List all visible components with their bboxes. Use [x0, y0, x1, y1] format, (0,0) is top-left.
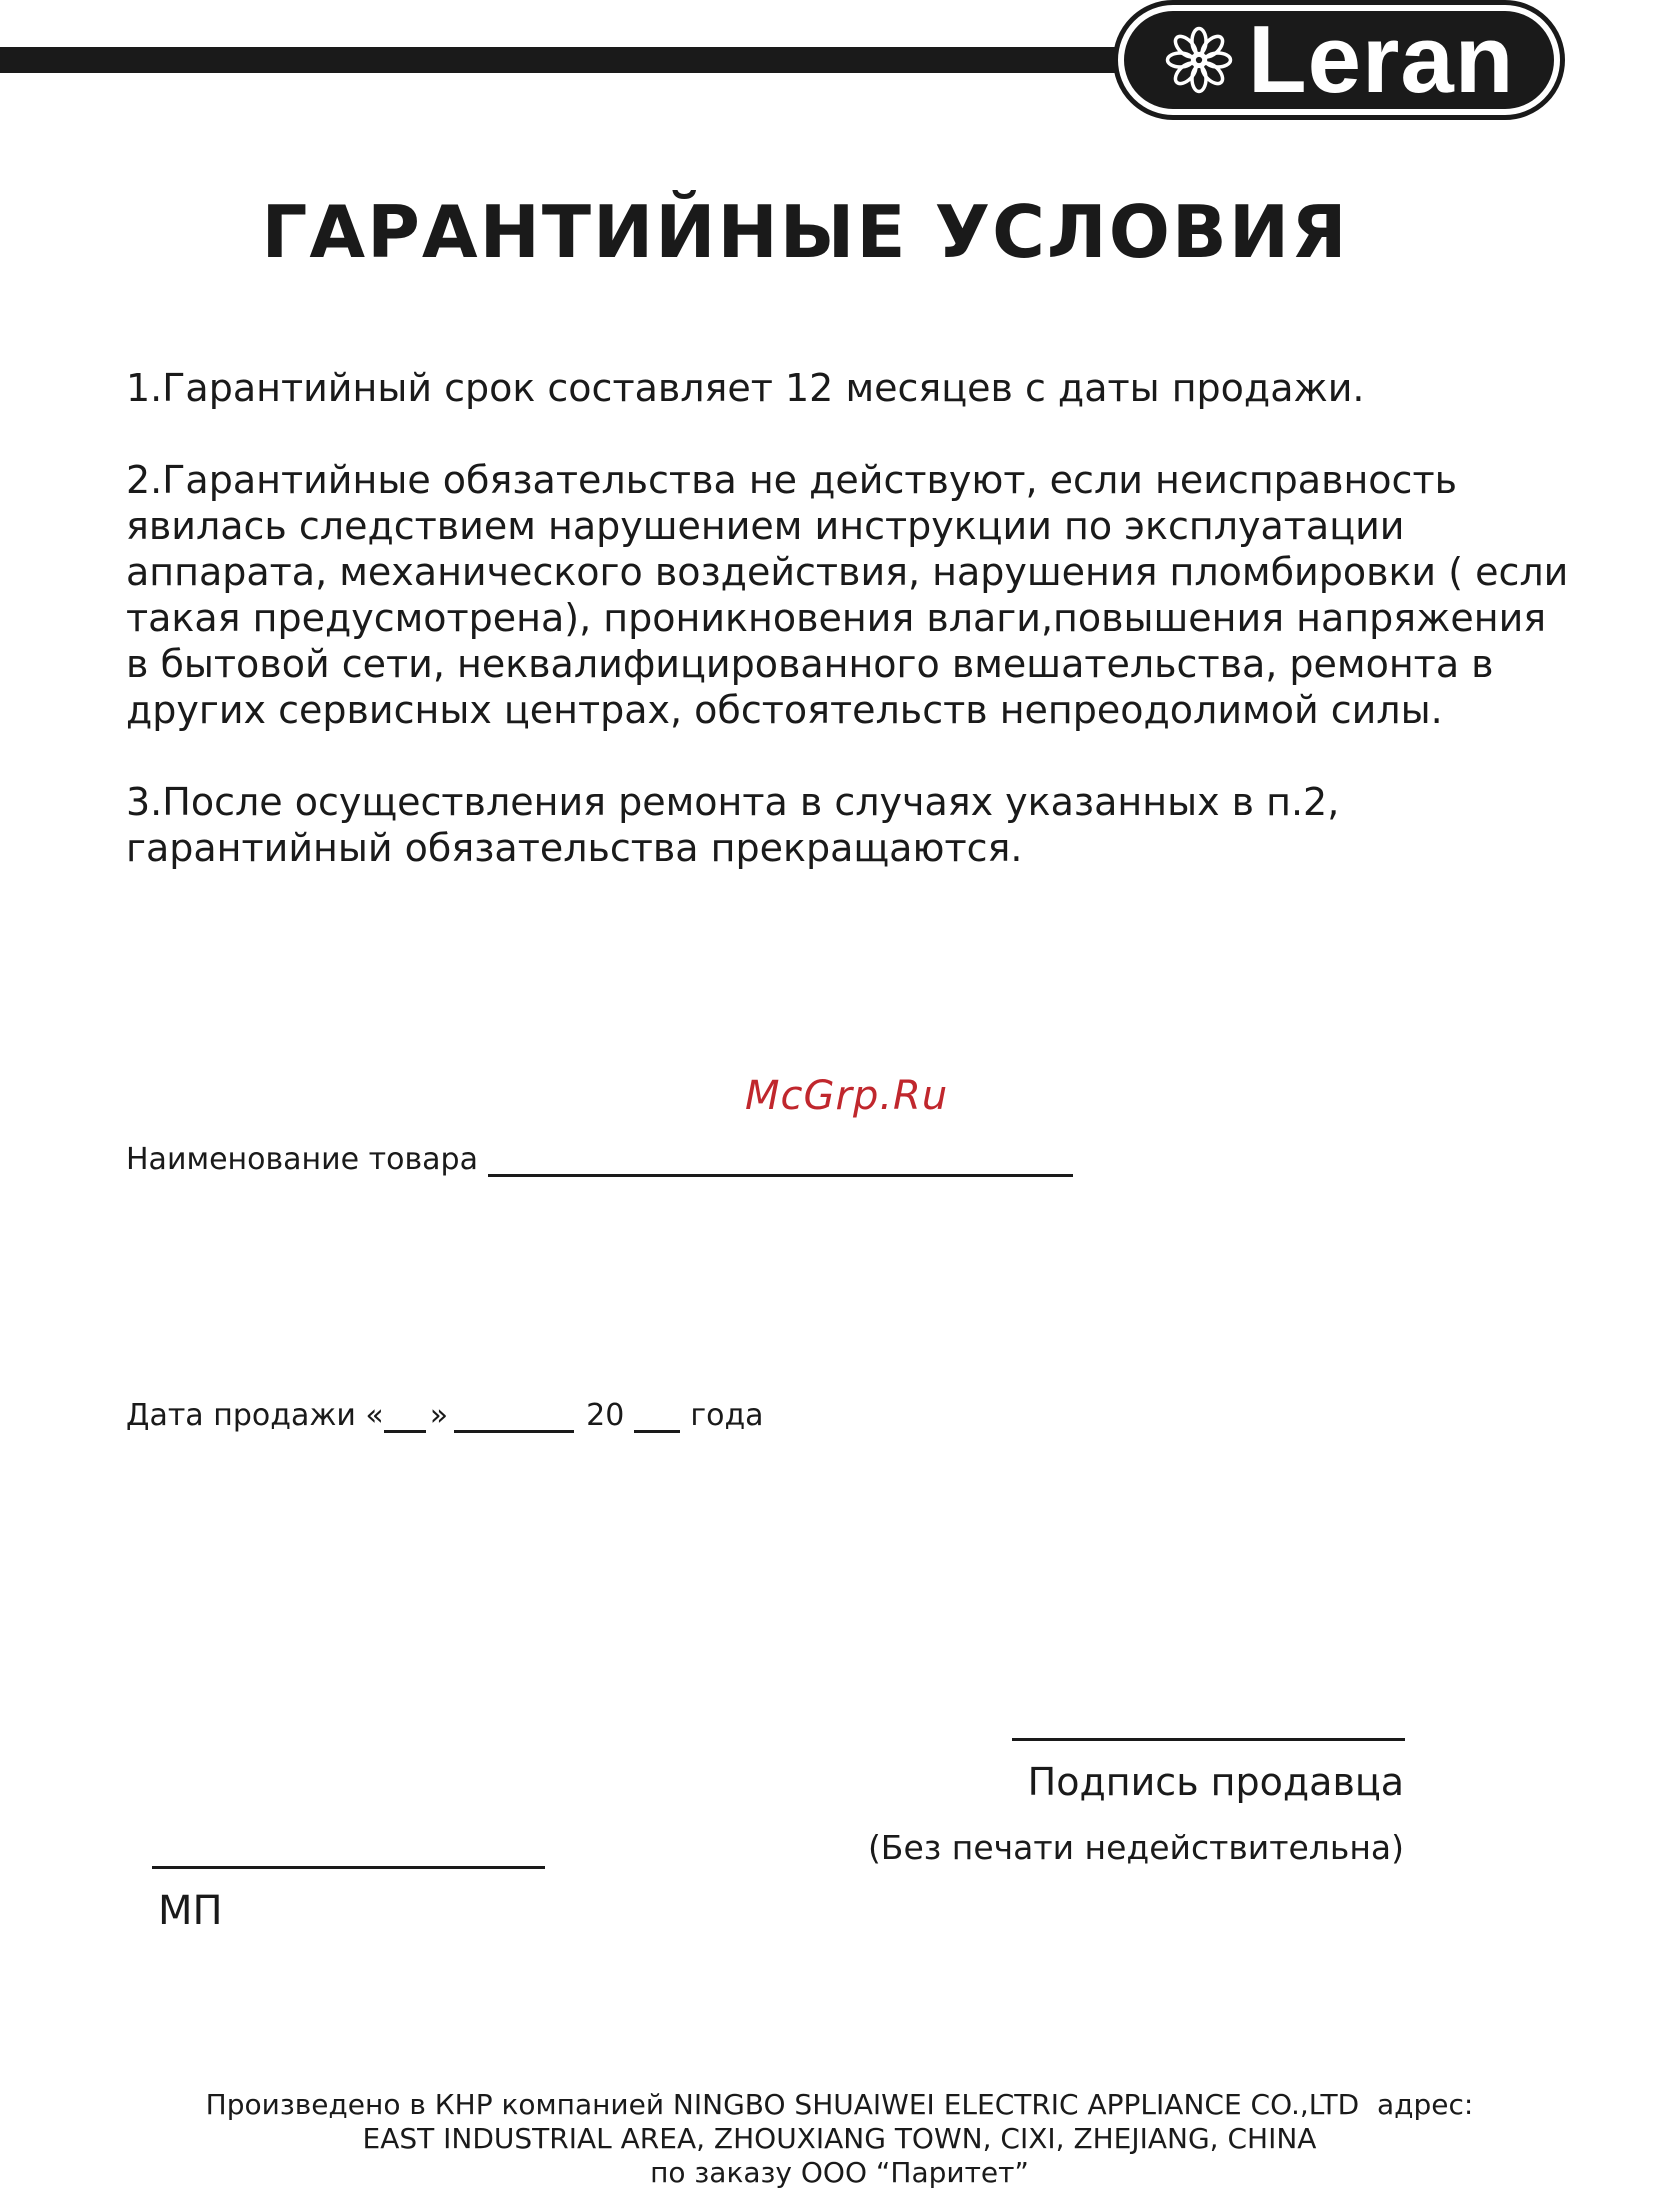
- sale-date-year-prefix: 20: [586, 1398, 625, 1433]
- term-item-3: 3.После осуществления ремонта в случаях указанных в п.2, гарантийный обязательства прекращаются.: [126, 780, 1340, 870]
- manufacturer-footer: [0, 2088, 1679, 2190]
- term-item-1: 1.Гарантийный срок составляет 12 месяцев с даты продажи.: [126, 366, 1365, 410]
- header-bar: [0, 47, 1130, 73]
- sale-date-label: Дата продажи «: [126, 1398, 384, 1433]
- stamp-label: МП: [158, 1888, 223, 1934]
- sale-date-field: [126, 1398, 764, 1433]
- product-name-label: Наименование товара: [126, 1142, 478, 1177]
- sale-month-blank[interactable]: [454, 1400, 574, 1433]
- sale-date-year-suffix: года: [690, 1398, 764, 1433]
- sale-day-blank[interactable]: [384, 1400, 426, 1433]
- flower-icon: [1164, 25, 1234, 95]
- page-title: ГАРАНТИЙНЫЕ УСЛОВИЯ: [261, 190, 1349, 274]
- brand-logo-inner: [1124, 6, 1554, 113]
- sale-year-blank[interactable]: [634, 1400, 680, 1433]
- product-name-field: [126, 1142, 1073, 1177]
- footer-line-2: EAST INDUSTRIAL AREA, ZHOUXIANG TOWN, CIXI, ZHEJIANG, CHINA: [362, 2122, 1317, 2155]
- sale-date-quote-close: »: [429, 1398, 449, 1433]
- seller-signature-line[interactable]: [1012, 1738, 1405, 1741]
- warranty-terms: [126, 365, 1576, 917]
- footer-line-3: по заказу ООО “Паритет”: [650, 2156, 1029, 2189]
- brand-logo: [1113, 0, 1565, 120]
- stamp-line[interactable]: [152, 1866, 545, 1869]
- product-name-blank[interactable]: [488, 1144, 1073, 1177]
- term-item-2: 2.Гарантийные обязательства не действуют, если неисправность явилась следствием нарушением инструкции по эксплуатации аппарата, механического воздействия, нарушения пломбировки ( если такая предусмотрена), проникновения влаги,повышения напряжения в бытовой сети, неквалифицированного вмешательства, ремонта в других сервисных центрах, обстоятельств непреодолимой силы.: [126, 458, 1569, 732]
- watermark: McGrp.Ru: [745, 1073, 949, 1119]
- brand-name: Leran: [1248, 6, 1515, 113]
- seller-signature-note: (Без печати недействительна): [867, 1828, 1404, 1867]
- seller-signature-label: Подпись продавца: [1027, 1760, 1404, 1804]
- footer-line-1: Произведено в КНР компанией NINGBO SHUAIWEI ELECTRIC APPLIANCE CO.,LTD адрес:: [205, 2088, 1474, 2121]
